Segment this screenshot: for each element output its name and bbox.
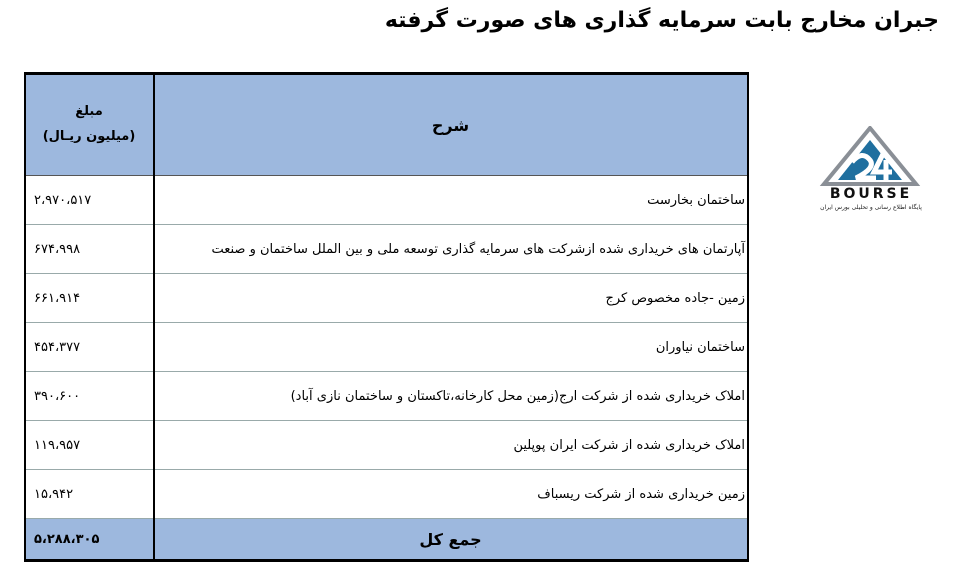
total-amount: ۵،۲۸۸،۳۰۵	[25, 519, 154, 561]
row-amount: ۶۶۱،۹۱۴	[25, 274, 154, 323]
table-row	[25, 372, 748, 421]
row-amount: ۲،۹۷۰،۵۱۷	[25, 176, 154, 225]
row-description: زمین خریداری شده از شرکت ریسباف	[154, 470, 748, 519]
row-description: ساختمان بخارست	[154, 176, 748, 225]
logo-subtitle: پایگاه اطلاع رسانی و تحلیلی بورس ایران	[820, 204, 922, 211]
table-row	[25, 176, 748, 225]
investment-table	[24, 72, 749, 562]
amount-header	[25, 74, 154, 176]
row-description: املاک خریداری شده از شرکت ارج(زمین محل کارخانه،تاکستان و ساختمان نازی آباد)	[154, 372, 748, 421]
amount-header-label: مبلغ	[75, 104, 103, 120]
table-row	[25, 225, 748, 274]
table-row	[25, 421, 748, 470]
table-header-row	[25, 74, 748, 176]
row-description: زمین -جاده مخصوص کرج	[154, 274, 748, 323]
description-header: شرح	[154, 74, 748, 176]
row-description: آپارتمان های خریداری شده ازشرکت های سرمایه گذاری توسعه ملی و بین الملل ساختمان و صنعت	[154, 225, 748, 274]
row-amount: ۳۹۰،۶۰۰	[25, 372, 154, 421]
row-description: ساختمان نیاوران	[154, 323, 748, 372]
total-label: جمع کل	[154, 519, 748, 561]
amount-header-unit: (میلیون ریـال)	[42, 129, 136, 144]
table-row	[25, 470, 748, 519]
row-amount: ۴۵۴،۳۷۷	[25, 323, 154, 372]
row-amount: ۶۷۴،۹۹۸	[25, 225, 154, 274]
bourse-logo-icon	[812, 126, 930, 216]
logo-text: BOURSE	[829, 186, 913, 202]
table-row	[25, 323, 748, 372]
row-description: املاک خریداری شده از شرکت ایران پوپلین	[154, 421, 748, 470]
row-amount: ۱۵،۹۴۲	[25, 470, 154, 519]
table-row	[25, 274, 748, 323]
total-row	[25, 519, 748, 561]
row-amount: ۱۱۹،۹۵۷	[25, 421, 154, 470]
page-title: جبران مخارج بابت سرمایه گذاری های صورت گرفته	[384, 8, 939, 33]
